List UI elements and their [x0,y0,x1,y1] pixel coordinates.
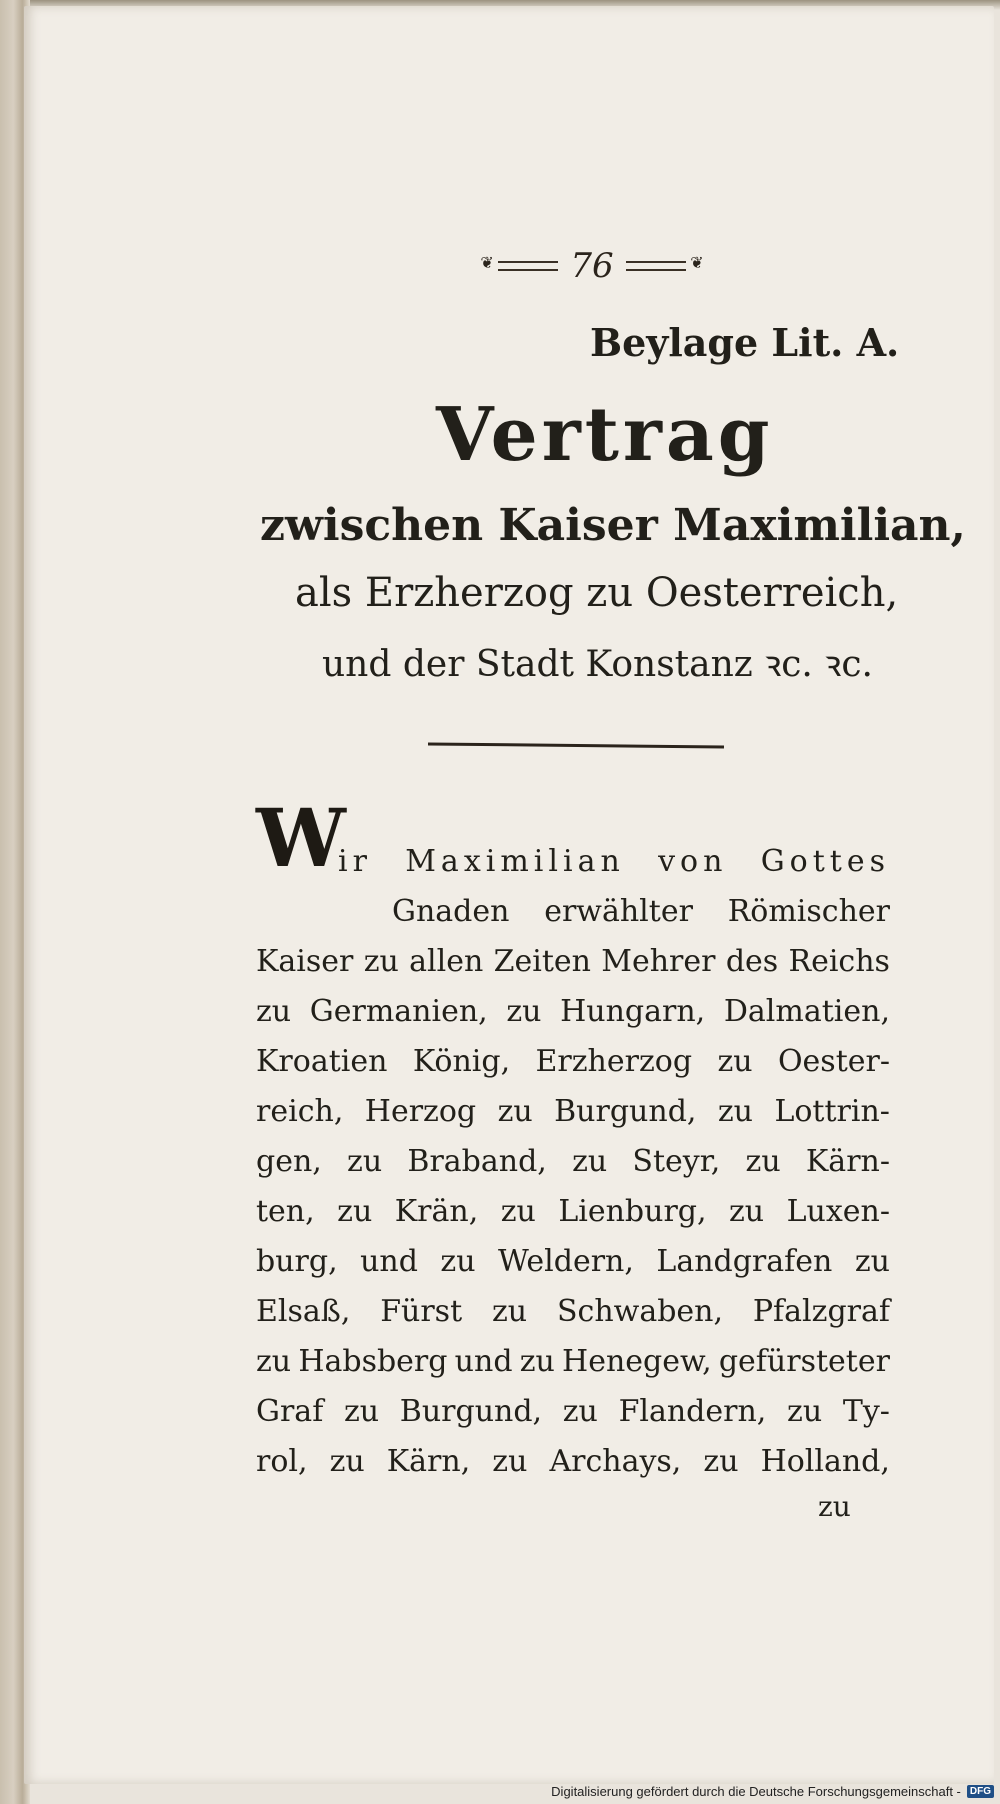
drop-cap: W [256,791,346,885]
body-line: burg, und zu Weldern, Landgrafen zu [256,1244,890,1279]
body-line: Kaiser zu allen Zeiten Mehrer des Reichs [256,944,890,979]
appendix-label: Beylage Lit. A. [590,320,900,365]
body-line: ten, zu Krän, zu Lienburg, zu Luxen- [256,1194,890,1229]
running-head [452,246,732,286]
body-line: gen, zu Braband, zu Steyr, zu Kärn- [256,1144,890,1179]
body-line: reich, Herzog zu Burgund, zu Lottrin- [256,1094,890,1129]
subtitle-line-1: zwischen Kaiser Maximilian, [260,500,966,551]
subtitle-line-3: und der Stadt Konstanz ꝛc. ꝛc. [322,644,873,685]
page-number: 76 [570,246,614,286]
body-line: zu Germanien, zu Hungarn, Dalmatien, [256,994,890,1029]
body-line: Elsaß, Fürst zu Schwaben, Pfalzgraf [256,1294,890,1329]
ornament-right-icon [626,261,686,271]
page-title: Vertrag [436,392,774,478]
body-line: Kroatien König, Erzherzog zu Oester- [256,1044,890,1079]
body-line: zu Habsberg und zu Henegew, gefürsteter [256,1344,890,1379]
body-line: Graf zu Burgund, zu Flandern, zu Ty- [256,1394,890,1429]
body-line: Gnaden erwählter Römischer [392,894,890,929]
footer-credit: Digitalisierung gefördert durch die Deutsche Forschungsgemeinschaft - [551,1783,961,1799]
body-line: rol, zu Kärn, zu Archays, zu Holland, [256,1444,890,1479]
digitization-footer [551,1782,994,1800]
dfg-logo: DFG [967,1785,994,1798]
subtitle-line-2: als Erzherzog zu Oesterreich, [295,570,899,616]
catchword: zu [818,1490,851,1523]
body-line: ir Maximilian von Gottes [338,844,890,879]
ornament-left-icon [498,261,558,271]
